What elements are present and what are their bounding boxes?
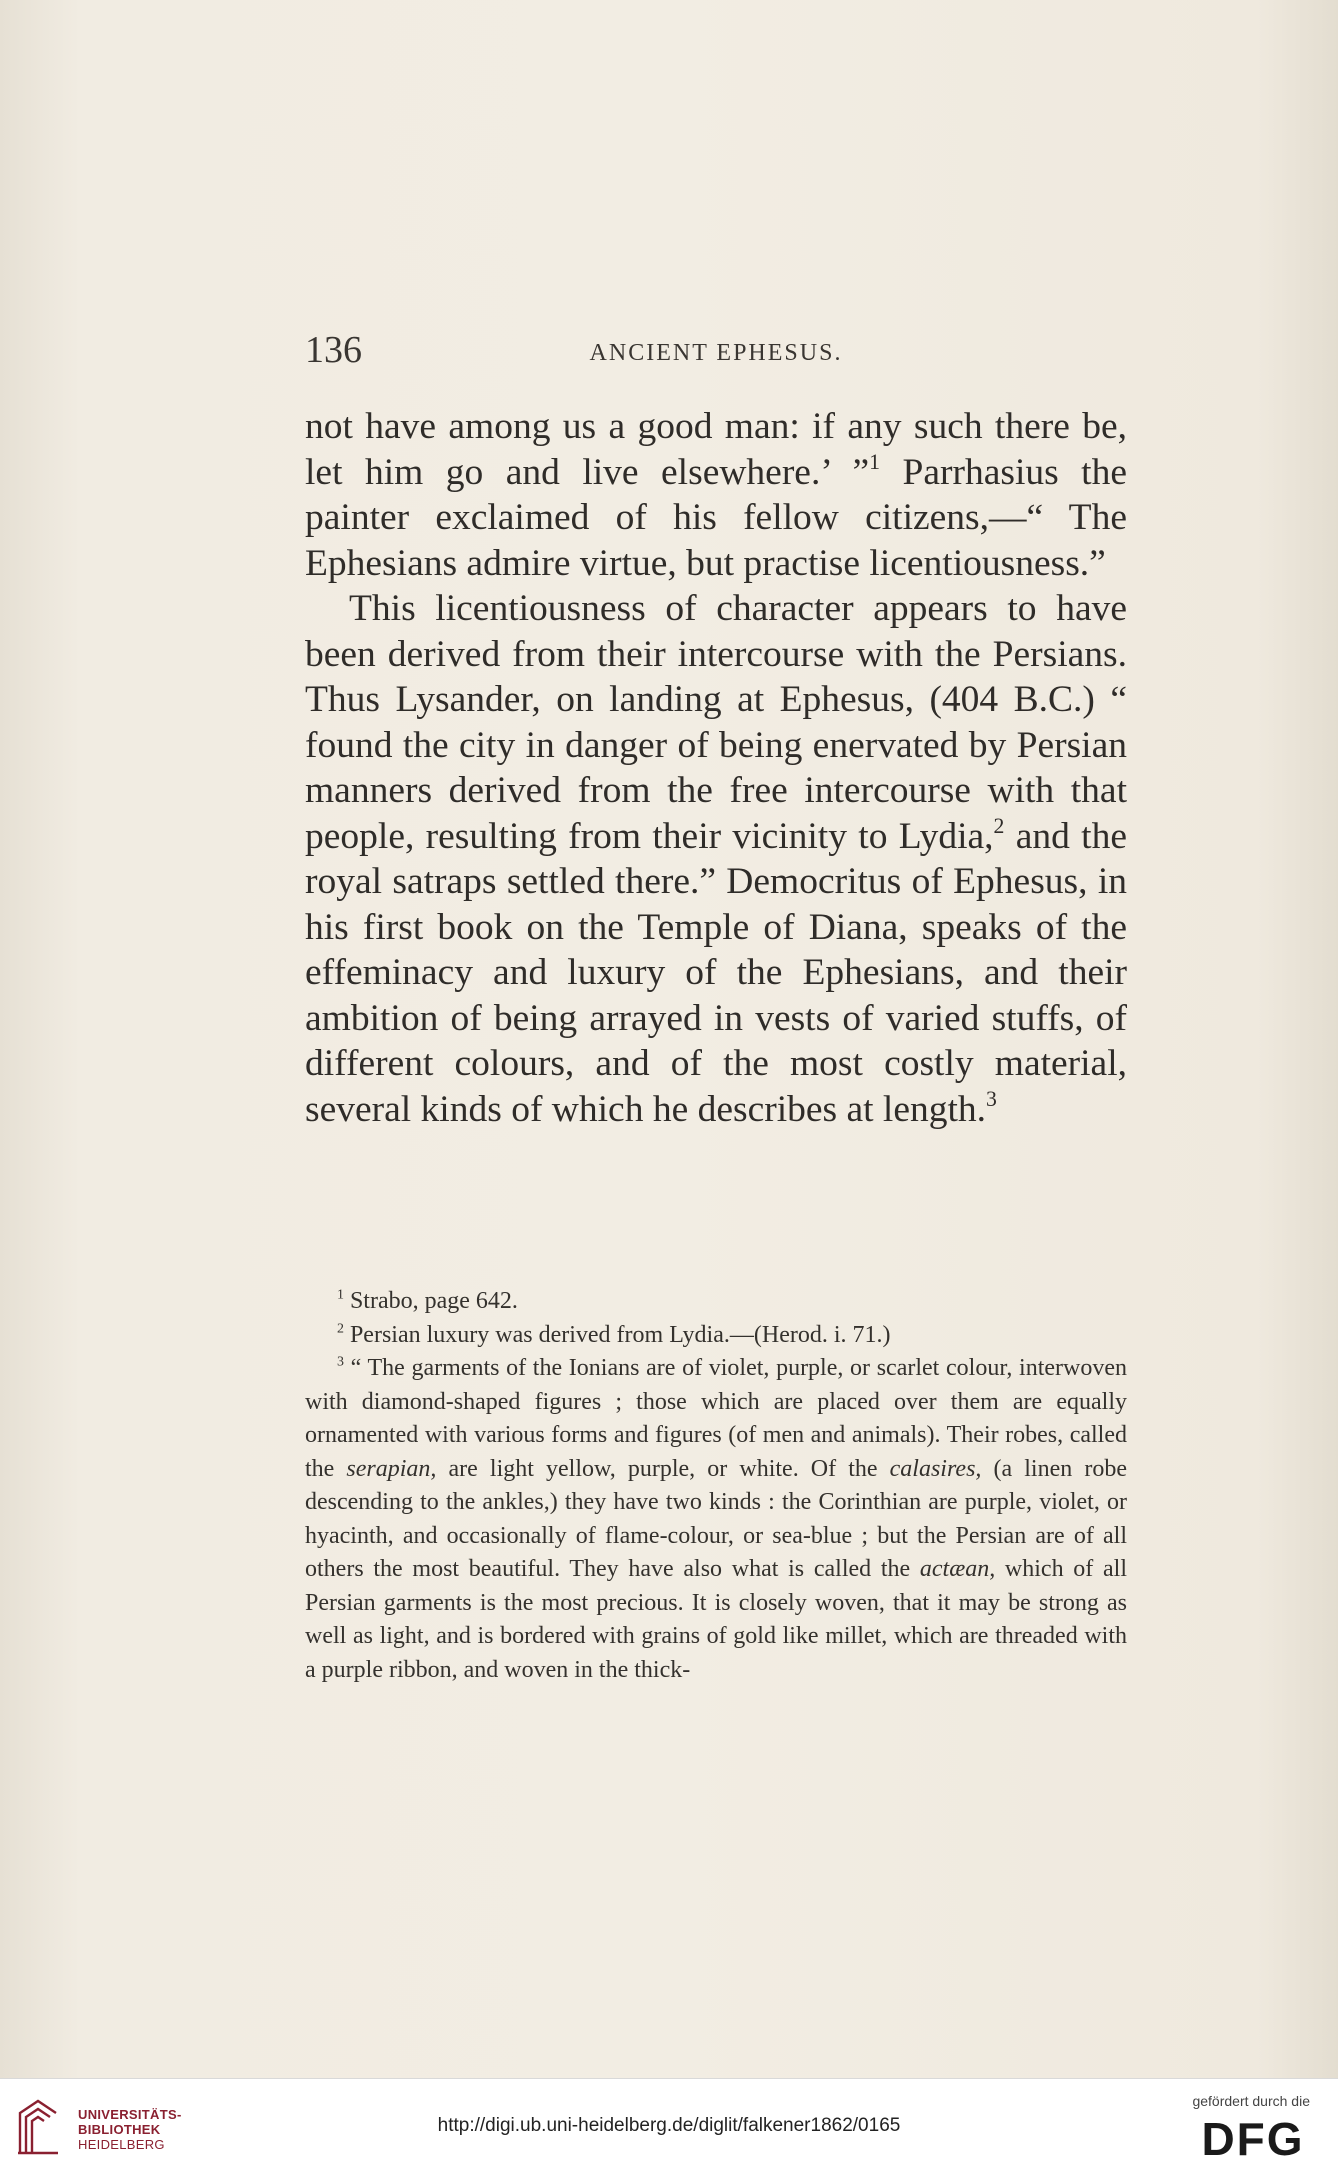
page-number: 136 (305, 329, 362, 371)
footnote-1-text: Strabo, page 642. (343, 1288, 518, 1314)
footnote-3-text-c: (a linen robe descending to the ankles,) they have two kinds : the Corinthian are purple, violet, or hyacinth, and occasionally of flame-colour, or sea-blue ; but the Persian are of all others the most beautiful. They have also what is called the (305, 1455, 1127, 1582)
body-text (305, 404, 1127, 1132)
digitization-footer (0, 2078, 1338, 2175)
footnote-1 (305, 1285, 1127, 1319)
dfg-logo (1192, 2111, 1314, 2163)
footnote-3 (305, 1352, 1127, 1687)
footnote-3-text-d: which of all Persian garments is the most precious. It is closely woven, that it may be strong as well as light, and is bordered with grains of gold like millet, which are threaded with a purple ribbon, and woven in the thick- (305, 1556, 1127, 1683)
library-name-line-1: UNIVERSITÄTS- (78, 2107, 182, 2122)
footnote-2 (305, 1319, 1127, 1353)
running-title: ANCIENT EPHESUS. (589, 340, 843, 366)
paragraph-1 (305, 404, 1127, 586)
footnote-ref-3: 3 (986, 1086, 997, 1111)
footnote-ref-1: 1 (869, 449, 881, 474)
footnote-ref-2: 2 (993, 813, 1005, 838)
paragraph-2-part-a: This licentiousness of character appears to have been derived from their intercourse with the Persians. Thus Lysander, on landing at Ephesus, (404 B.C.) “ found the city in danger of being enervated by Persian manners derived from the free intercourse with that people, resulting from their vicinity to Lydia, (305, 588, 1127, 857)
paragraph-2-part-b: and the royal satraps settled there.” Democritus of Ephesus, in his first book on the Temple of Diana, speaks of the effeminacy and luxury of the Ephesians, and their ambition of being arrayed in vests of varied stuffs, of different colours, and of the most costly material, several kinds of which he describes at length. (305, 815, 1127, 1130)
footnote-marker-1: 1 (337, 1287, 344, 1303)
source-url-link[interactable]: http://digi.ub.uni-heidelberg.de/diglit/falkener1862/0165 (437, 2115, 901, 2136)
footnote-marker-3: 3 (337, 1354, 344, 1370)
running-head (305, 328, 1127, 378)
footnote-2-text: Persian luxury was derived from Lydia.—(Herod. i. 71.) (343, 1321, 891, 1348)
library-name-line-3: HEIDELBERG (78, 2137, 165, 2152)
footnotes (305, 1285, 1127, 1687)
footnote-3-text-a: “ The garments of the Ionians are of violet, purple, or scarlet colour, interwoven with diamond-shaped figures ; those which are placed over them are equally ornamented with various forms and figures (of men and animals). Their robes, called the (305, 1355, 1127, 1482)
footnote-3-term-calasires: calasires, (889, 1455, 982, 1482)
footnote-3-term-serapian: serapian, (346, 1455, 437, 1482)
footnote-3-term-actaean: actæan, (919, 1556, 996, 1582)
funding-label: gefördert durch die (1192, 2093, 1310, 2109)
footnote-marker-2: 2 (337, 1320, 344, 1336)
dfg-logo-text: DFG (1201, 2113, 1305, 2163)
footnote-3-text-b: are light yellow, purple, or white. Of the (436, 1455, 890, 1482)
paragraph-1-part-b: Parrhasius the painter exclaimed of his fellow citizens,—“ The Ephesians admire virtue, but practise licentiousness.” (305, 451, 1127, 584)
paragraph-2 (305, 586, 1127, 1132)
paragraph-1-part-a: not have among us a good man: if any such there be, let him go and live elsewhere.’ ” (305, 406, 1127, 493)
library-name-line-2: BIBLIOTHEK (78, 2122, 161, 2137)
